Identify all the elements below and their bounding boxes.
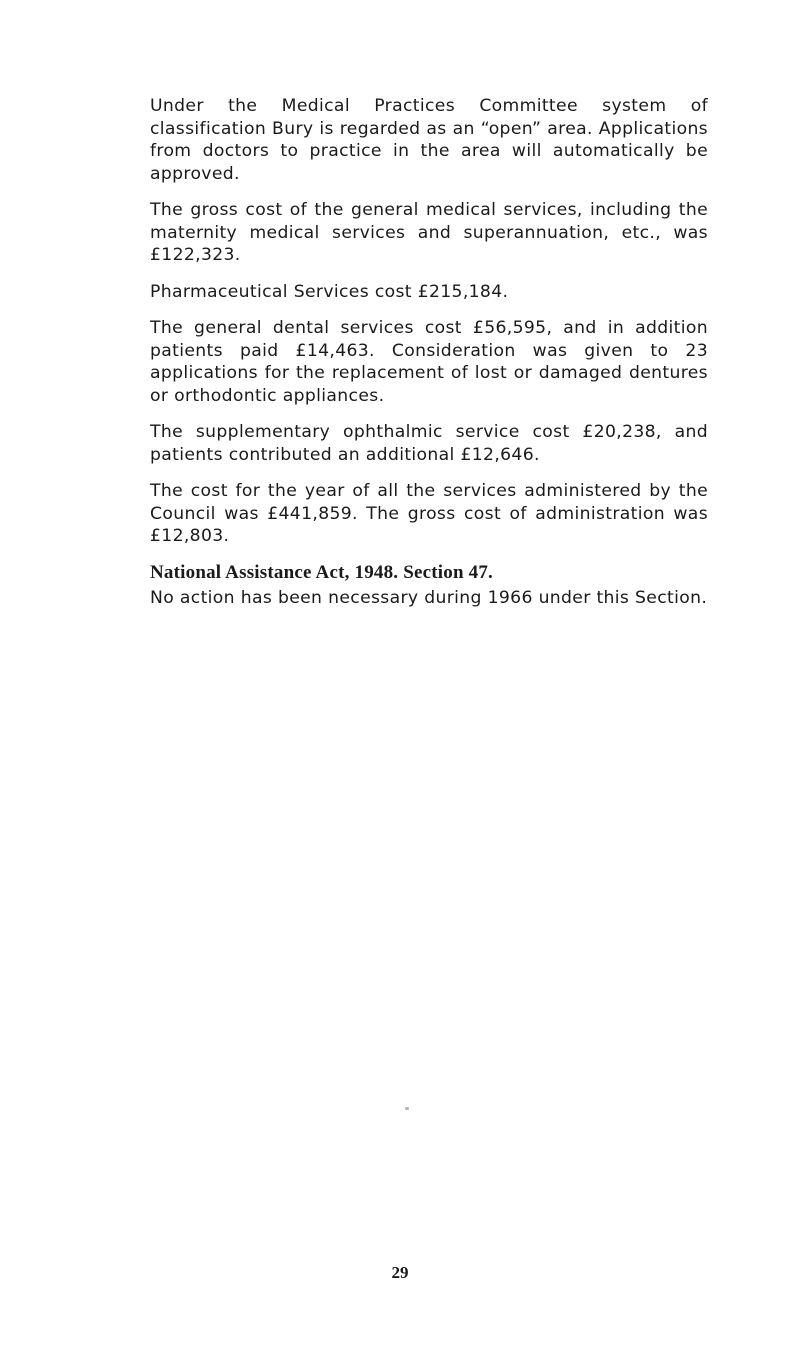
page-number: 29: [391, 1263, 409, 1282]
paragraph-dental-services: The general dental services cost £56,595, and in addition patients paid £14,463. Consideration was given to 23 applications for the replacement of lost or damaged dentures or orthodontic appliances.: [150, 318, 708, 406]
paragraph-pharmaceutical-cost: Pharmaceutical Services cost £215,184.: [150, 281, 509, 302]
section-paragraph: No action has been necessary during 1966 under this Section.: [150, 588, 708, 608]
section-heading: National Assistance Act, 1948. Section 47.: [150, 561, 494, 583]
paragraph-ophthalmic-service: The supplementary ophthalmic service cost £20,238, and patients contributed an additional £12,646.: [150, 422, 708, 465]
paragraph-medical-practices: Under the Medical Practices Committee system of classification Bury is regarded as an “open” area. Applications from doctors to practice in the area will automatically be approved.: [150, 96, 708, 184]
document-body: [150, 95, 708, 624]
paragraph-general-medical-cost: The gross cost of the general medical services, including the maternity medical services and superannuation, etc., was £122,323.: [150, 200, 708, 265]
scan-speck: [405, 1107, 409, 1110]
paragraph-total-cost: The cost for the year of all the services administered by the Council was £441,859. The gross cost of administration was £12,803.: [150, 481, 708, 546]
